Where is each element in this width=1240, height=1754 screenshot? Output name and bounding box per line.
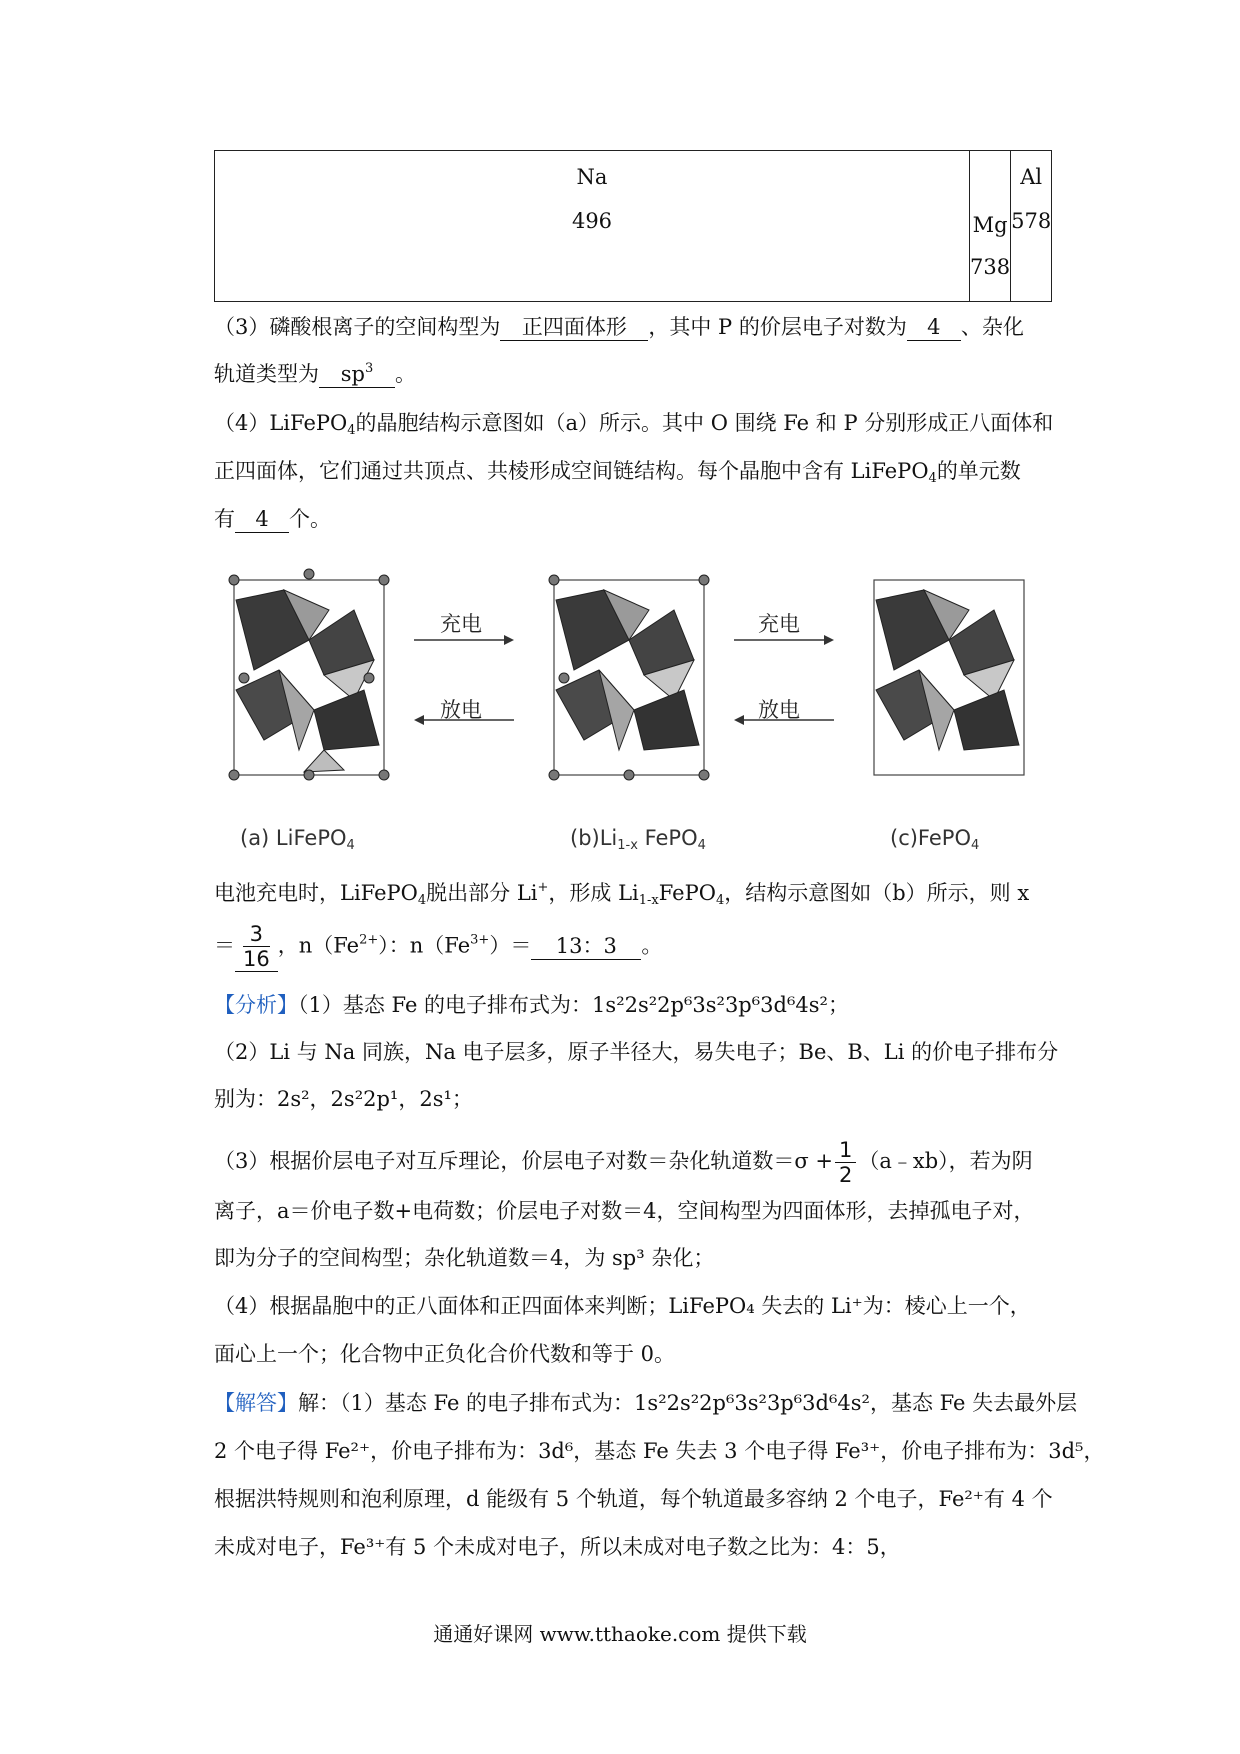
answer-line1: 【解答】解：（1）基态 Fe 的电子排布式为：1s²2s²2p⁶3s²3p⁶3d⁶4s²，基态 Fe 失去最外层 — [214, 1391, 1078, 1415]
q3-blank-hybrid: $sp^3$ — [319, 361, 395, 388]
q4b-line2: ＝ $\frac{3}{16}$ ，$n(Fe^{2+})$：$n(Fe^{3+})= 13$：3 。 — [214, 922, 663, 971]
analysis-line7: （4）根据晶胞中的正八面体和正四面体来判断；LiFePO₄ 失去的 Li⁺为：棱心上一个， — [214, 1294, 1031, 1318]
caption-b: $(b)Li_{1-x}$ FePO$_4$ — [570, 826, 706, 853]
answer-line2: 2 个电子得 Fe²⁺，价电子排布为：3d⁶，基态 Fe 失去 3 个电子得 Fe³⁺，价电子排布为：3d⁵， — [214, 1439, 1105, 1463]
al-cell — [1011, 151, 1052, 302]
analysis-line1: 【分析】（1）基态 Fe 的电子排布式为：1s²2s²2p⁶3s²3p⁶3d⁶4s²； — [214, 993, 849, 1017]
crystal-figure — [214, 560, 1054, 820]
al-value: 578 — [1011, 209, 1052, 233]
analysis-line2: （2）Li 与 Na 同族，Na 电子层多，原子半径大，易失电子；Be、B、Li 的价电子排布分 — [214, 1040, 1059, 1064]
x-fraction: $\frac{3}{16}$ — [243, 922, 270, 971]
na-value: 496 — [571, 209, 613, 233]
analysis-line5: 离子，a＝价电子数+电荷数；价层电子对数＝4，空间构型为四面体形，去掉孤电子对， — [214, 1199, 1035, 1223]
page-footer: 通通好课网 www.tthaoke.com 提供下载 — [433, 1622, 807, 1646]
ionization-table — [214, 150, 1052, 302]
q3-line2: 轨道类型为 $sp^3$ 。 — [214, 361, 416, 386]
x-blank — [235, 922, 278, 972]
analysis-line6: 即为分子的空间构型；杂化轨道数＝4，为 sp³ 杂化； — [214, 1246, 715, 1270]
cell-a — [229, 569, 389, 780]
q4-blank-units: 4 — [235, 506, 289, 533]
na-label: Na — [576, 165, 608, 189]
mg-value: 738 — [970, 255, 1011, 279]
caption-c: (c)FePO$_4$ — [890, 826, 980, 853]
answer-line4: 未成对电子，Fe³⁺有 5 个未成对电子，所以未成对电子数之比为：4：5， — [214, 1535, 901, 1559]
analysis-line8: 面心上一个；化合物中正负化合价代数和等于 0。 — [214, 1342, 676, 1366]
analysis-tag: 【分析】 — [214, 993, 298, 1017]
q4b-line1: 电池充电时，LiFePO$_4$脱出部分 Li+，形成 $Li_{1-x}FePO_4$，结构示意图如（b）所示，则 x — [214, 880, 1030, 908]
q3-blank-pairs: 4 — [907, 314, 961, 341]
q4-line1: （4）LiFePO$_4$的晶胞结构示意图如（a）所示。其中 O 围绕 Fe 和 P 分别形成正八面体和 — [214, 411, 1054, 438]
answer-tag: 【解答】 — [214, 1391, 298, 1415]
na-cell — [215, 151, 970, 302]
charge-label-1: 充电 — [440, 612, 482, 636]
cell-c — [874, 580, 1024, 775]
charge-label-2: 充电 — [758, 612, 800, 636]
mg-label: Mg — [972, 213, 1008, 237]
analysis-line4: （3）根据价层电子对互斥理论，价层电子对数＝杂化轨道数＝σ + $\frac{1}{2}$ （a﹣xb），若为阴 — [214, 1138, 1033, 1187]
q3-line1: （3）磷酸根离子的空间构型为 正四面体形 ，其中 P 的价层电子对数为 4 、杂化 — [214, 315, 1024, 339]
q4-line3: 有 4 个。 — [214, 507, 331, 531]
ratio-blank: 13：3 — [531, 933, 641, 960]
discharge-label-1: 放电 — [440, 698, 482, 722]
half-fraction: $\frac{1}{2}$ — [835, 1138, 856, 1187]
discharge-label-2: 放电 — [758, 698, 800, 722]
cell-b — [549, 575, 709, 780]
q3-blank-shape: 正四面体形 — [500, 314, 648, 341]
al-label: Al — [1020, 165, 1043, 189]
mg-cell — [970, 151, 1011, 302]
q4-line2: 正四面体，它们通过共顶点、共棱形成空间链结构。每个晶胞中含有 LiFePO$_4$的单元数 — [214, 459, 1021, 486]
caption-a: (a) LiFePO$_4$ — [240, 826, 355, 853]
analysis-line3: 别为：2s²，2s²2p¹，2s¹； — [214, 1087, 473, 1111]
answer-line3: 根据洪特规则和泡利原理，d 能级有 5 个轨道，每个轨道最多容纳 2 个电子，Fe²⁺有 4 个 — [214, 1487, 1053, 1511]
